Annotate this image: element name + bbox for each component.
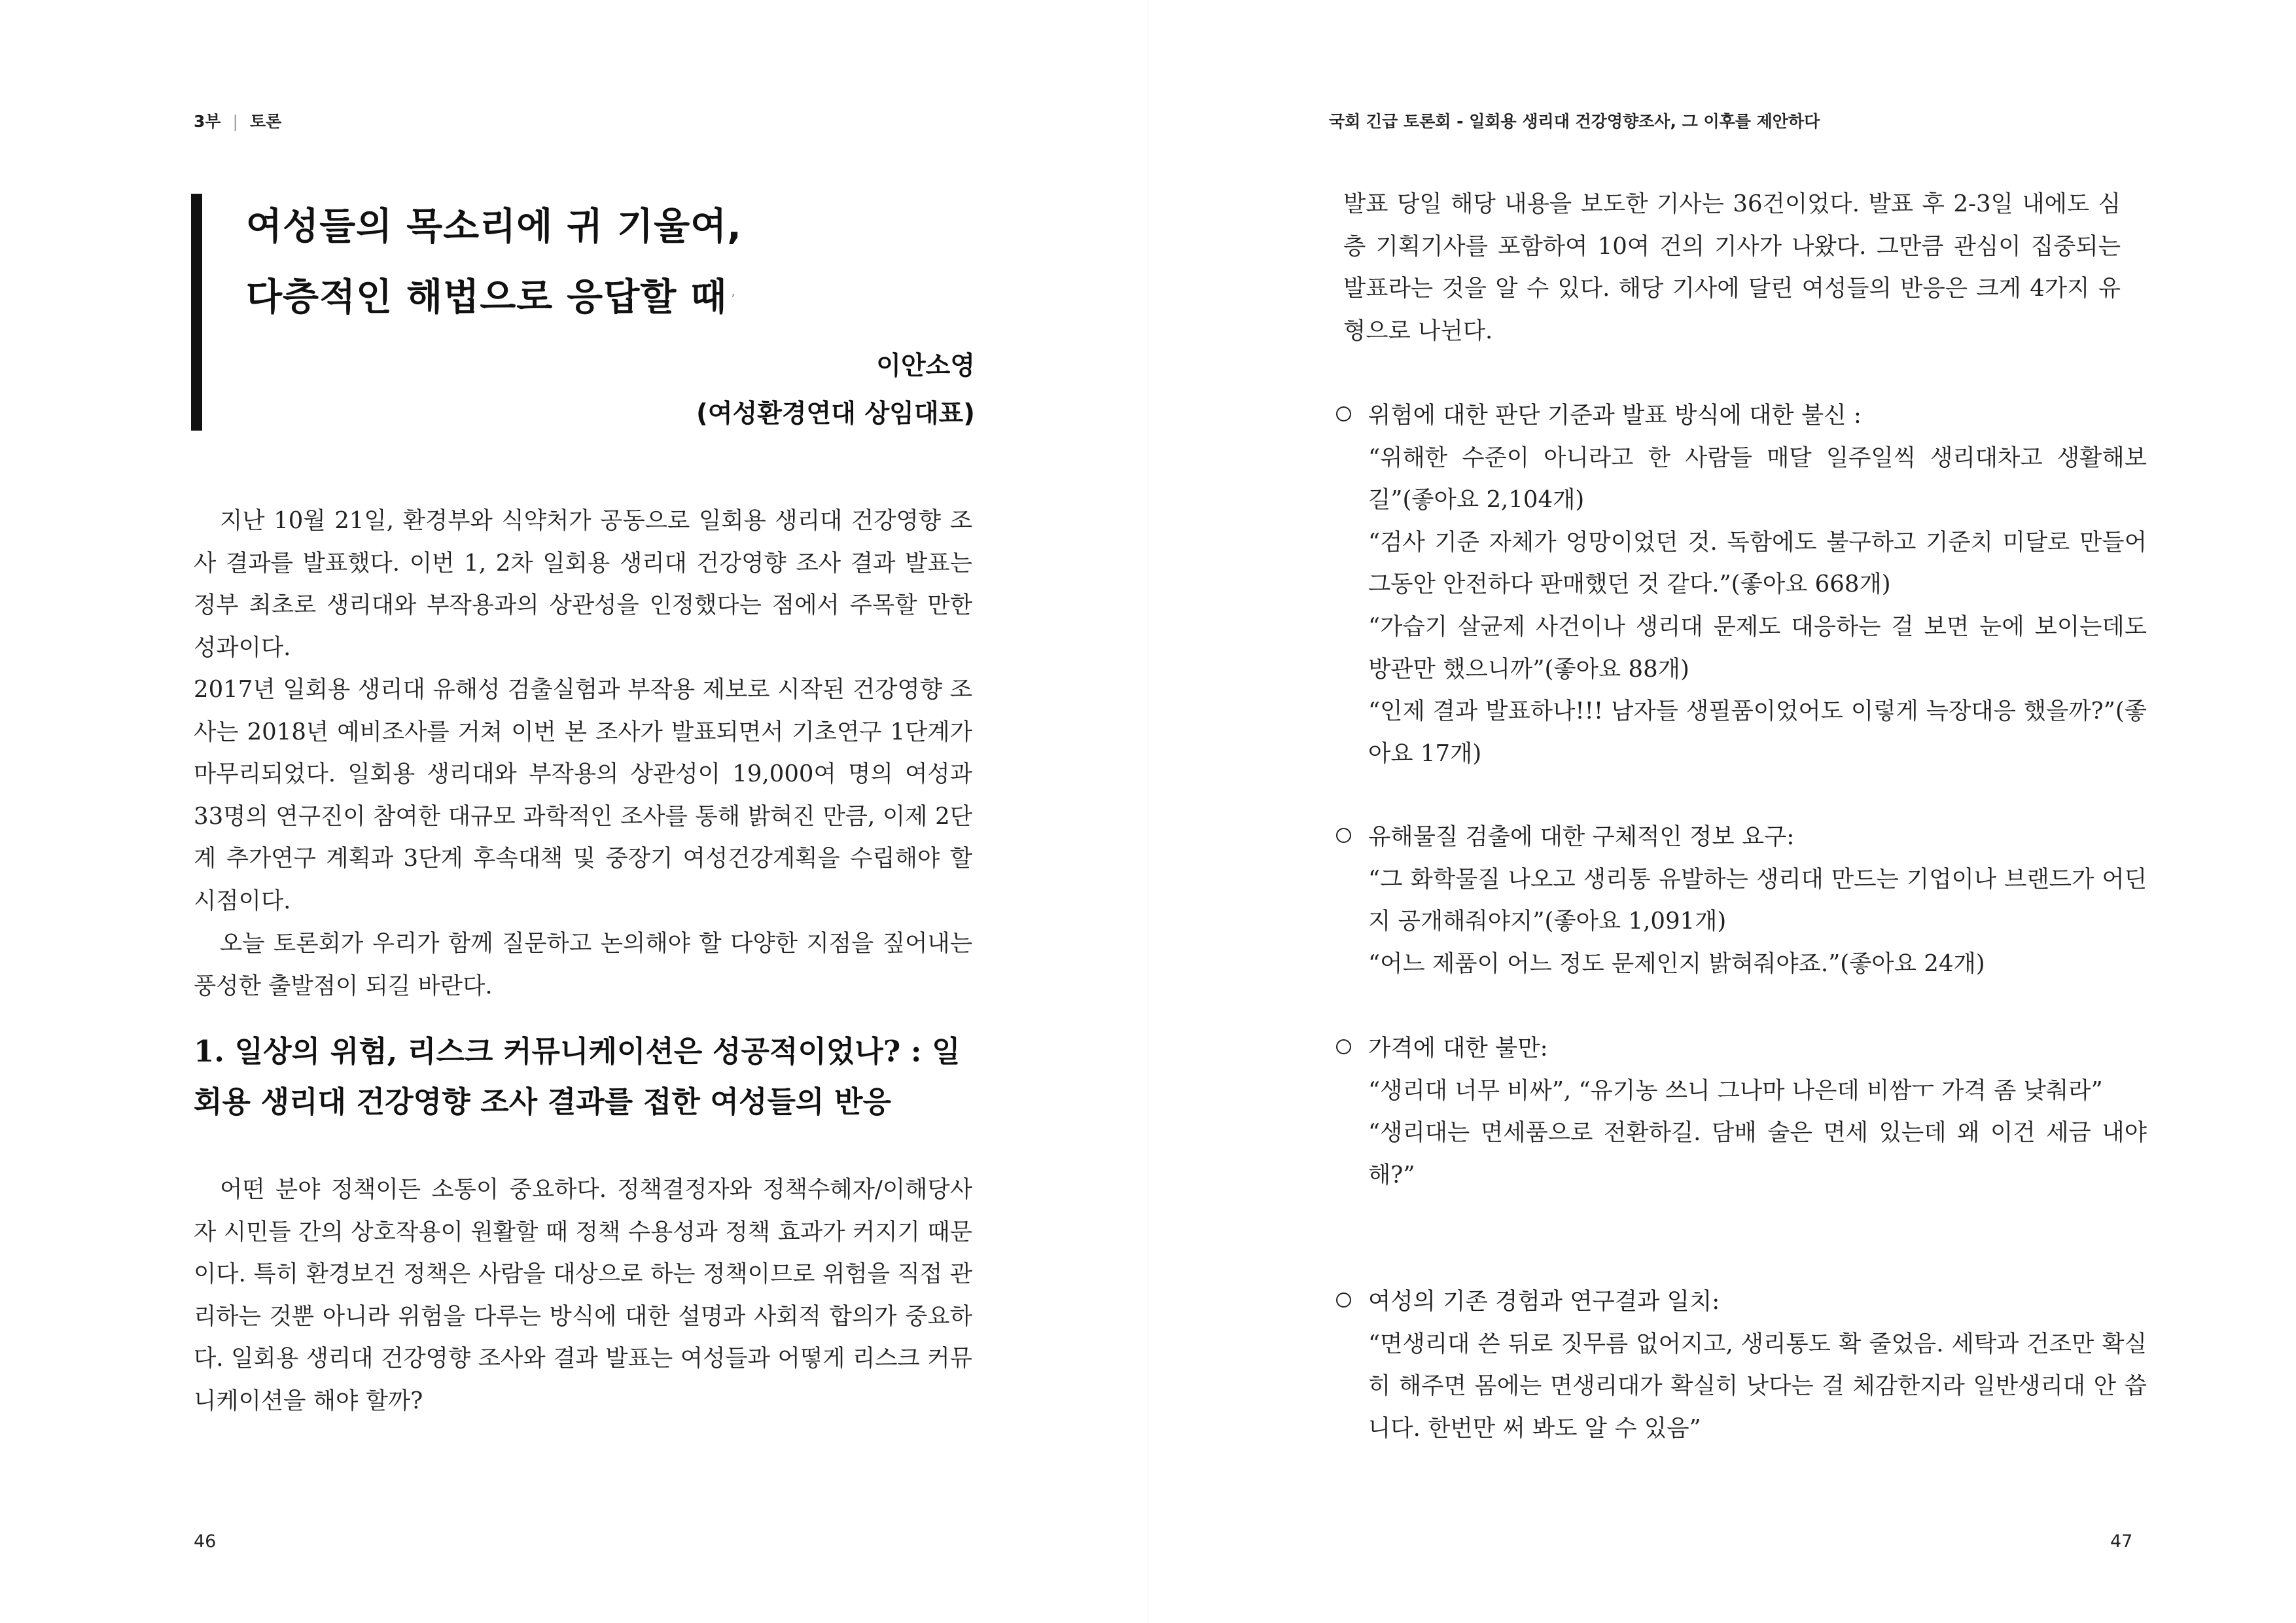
article-title-line-1: 여성들의 목소리에 귀 기울여, (246, 205, 742, 248)
intro-paragraph-2: 2017년 일회용 생리대 유해성 검출실험과 부작용 제보로 시작된 건강영향 조사는 2018년 예비조사를 거쳐 이번 본 조사가 발표되면서 기초연구 1단계가 마무리되었다. 일회용 생리대와 부작용의 상관성이 19,000여 명의 여성과 33명의 연구진이 참여한 대규모 과학적인 조사를 통해 밝혀진 만큼, 이제 2단계 추가연구 계획과 3단계 후속대책 및 중장기 여성건강계획을 수립해야 할 시점이다. (194, 676, 972, 914)
running-head-divider: | (232, 112, 238, 131)
article-title-line-2-text: 다층적인 해법으로 응답할 때 (246, 276, 728, 319)
reaction-heading-text: 유해물질 검출에 대한 구체적인 정보 요구: (1368, 823, 1795, 850)
page-number-right: 47 (2110, 1531, 2133, 1552)
intro-paragraph-3: 오늘 토론회가 우리가 함께 질문하고 논의해야 할 다양한 지점을 짚어내는 풍성한 출발점이 되길 바란다. (194, 930, 972, 999)
author-affiliation: (여성환경연대 상임대표) (696, 399, 975, 429)
reaction-quote: “어느 제품이 어느 정도 문제인지 밝혀줘야죠.”(좋아요 24개) (1368, 950, 1985, 977)
footnote-marker: ʼ (731, 291, 736, 308)
reaction-heading (1336, 1027, 2147, 1070)
reaction-group-distrust (1336, 395, 2149, 775)
reaction-group-price (1336, 1027, 2149, 1196)
bullet-circle-icon (1336, 406, 1351, 421)
running-head-left (194, 109, 281, 132)
bullet-circle-icon (1336, 828, 1351, 843)
reaction-quote: “생리대 너무 비싸”, “유기농 쓰니 그나마 나은데 비쌈ㅜ 가격 좀 낮춰라” (1368, 1077, 2103, 1104)
reaction-quote: “위해한 수준이 아니라고 한 사람들 매달 일주일씩 생리대차고 생활해보길”(좋아요 2,104개) (1368, 444, 2147, 514)
reaction-quote: “검사 기준 자체가 엉망이었던 것. 독함에도 불구하고 기준치 미달로 만들어 그동안 안전하다 판매했던 것 같다.”(좋아요 668개) (1368, 528, 2147, 598)
section-heading: 1. 일상의 위험, 리스크 커뮤니케이션은 성공적이었나? : 일회용 생리대 건강영향 조사 결과를 접한 여성들의 반응 (194, 1034, 961, 1119)
reaction-heading-text: 가격에 대한 불만: (1368, 1035, 1548, 1061)
reaction-quote: “면생리대 쓴 뒤로 짓무름 없어지고, 생리통도 확 줄었음. 세탁과 건조만 확실히 해주면 몸에는 면생리대가 확실히 낫다는 걸 체감한지라 일반생리대 안 씁니다. 한번만 써 봐도 알 수 있음” (1368, 1330, 2147, 1442)
intro-paragraph-1: 지난 10월 21일, 환경부와 식약처가 공동으로 일회용 생리대 건강영향 조사 결과를 발표했다. 이번 1, 2차 일회용 생리대 건강영향 조사 결과 발표는 정부 최초로 생리대와 부작용과의 상관성을 인정했다는 점에서 주목할 만한 성과이다. (194, 507, 972, 661)
article-title-line-2 (246, 267, 736, 321)
reaction-heading (1336, 816, 2147, 859)
running-head-section: 토론 (249, 112, 282, 131)
reaction-quote: “가습기 살균제 사건이나 생리대 문제도 대응하는 걸 보면 눈에 보이는데도 방관만 했으니까”(좋아요 88개) (1368, 613, 2147, 683)
reaction-group-experience (1336, 1281, 2149, 1450)
reaction-group-info-request (1336, 816, 2149, 985)
title-accent-bar (191, 194, 202, 431)
running-head-right: 국회 긴급 토론회 - 일회용 생리대 건강영향조사, 그 이후를 제안하다 (1329, 112, 1820, 131)
opening-paragraph: 발표 당일 해당 내용을 보도한 기사는 36건이었다. 발표 후 2-3일 내에도 심층 기획기사를 포함하여 10여 건의 기사가 나왔다. 그만큼 관심이 집중되는 발표라는 것을 알 수 있다. 해당 기사에 달린 여성들의 반응은 크게 4가지 유형으로 나뉜다. (1343, 190, 2121, 344)
reaction-heading (1336, 1281, 2147, 1323)
bullet-circle-icon (1336, 1039, 1351, 1054)
reaction-heading-text: 여성의 기존 경험과 연구결과 일치: (1368, 1288, 1720, 1315)
author-name: 이안소영 (876, 351, 975, 381)
running-head-part: 3부 (194, 112, 221, 131)
reaction-heading (1336, 395, 2147, 437)
reaction-quote: “인제 결과 발표하나!!! 남자들 생필품이었어도 이렇게 늑장대응 했을까?”(좋아요 17개) (1368, 698, 2147, 767)
reaction-heading-text: 위험에 대한 판단 기준과 발표 방식에 대한 불신 : (1368, 402, 1862, 429)
section-paragraph: 어떤 분야 정책이든 소통이 중요하다. 정책결정자와 정책수혜자/이해당사자 시민들 간의 상호작용이 원활할 때 정책 수용성과 정책 효과가 커지기 때문이다. 특히 환경보건 정책은 사람을 대상으로 하는 정책이므로 위험을 직접 관리하는 것뿐 아니라 위험을 다루는 방식에 대한 설명과 사회적 합의가 중요하다. 일회용 생리대 건강영향 조사와 결과 발표는 여성들과 어떻게 리스크 커뮤니케이션을 해야 할까? (194, 1176, 972, 1414)
page-number-left: 46 (194, 1531, 217, 1552)
reaction-quote: “그 화학물질 나오고 생리통 유발하는 생리대 만드는 기업이나 브랜드가 어딘지 공개해줘야지”(좋아요 1,091개) (1368, 865, 2147, 935)
reaction-quote: “생리대는 면세품으로 전환하길. 담배 술은 면세 있는데 왜 이건 세금 내야 해?” (1368, 1119, 2147, 1188)
bullet-circle-icon (1336, 1293, 1351, 1308)
